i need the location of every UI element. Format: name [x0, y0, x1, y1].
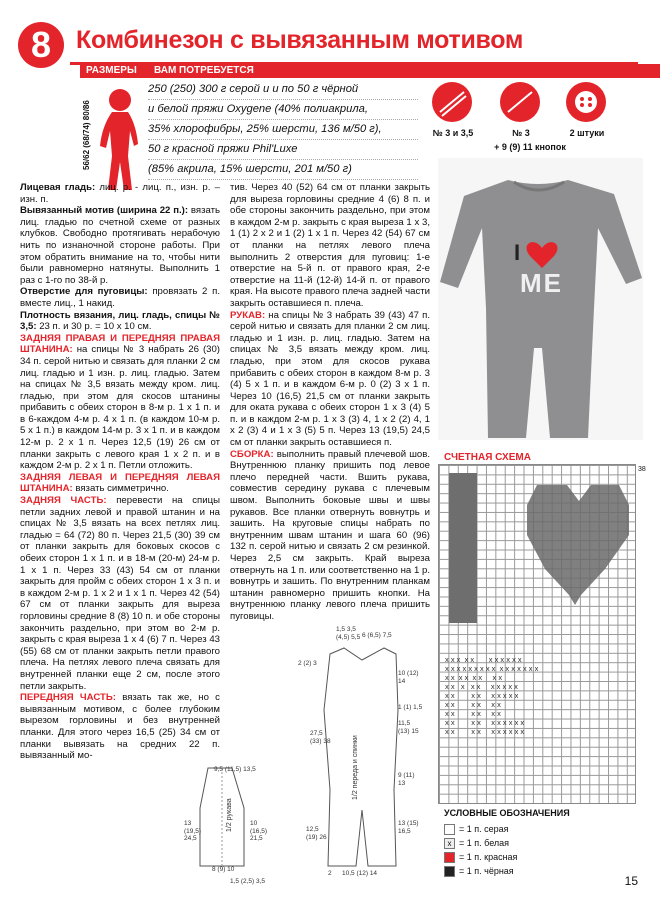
- req-line: (85% акрила, 15% шерсти, 201 м/50 г): [148, 160, 418, 180]
- garment-photo: [438, 158, 643, 440]
- req-line: и белой пряжи Oxygene (40% полиакрила,: [148, 100, 418, 120]
- paragraph: ПЕРЕДНЯЯ ЧАСТЬ: вязать так же, но с вывязанным мотивом, с более глубоким вырезом горловины и без внутренней планки. Для этого через 16,5 (25) 34 см от планки вывязать на средних 22 п. вывязанный мо-: [20, 692, 220, 762]
- paragraph: тив. Через 40 (52) 64 см от планки закрыть для выреза горловины средние 4 (6) 8 п. и обе стороны закончить раздельно, при этом в каждом 2-м р. закрыть с края выреза 1 х 3, 1 (1) 2 х 2 и 1 (2) 1 х 1 п. Через 42 (54) 67 см от планки на петлях левого плеча выполнить 2 отверстия для пуговиц: 1-е отверстие на 5-й п. от правого края, 2-е отверстие на 11-й (12-й) 14-й п. от правого края. На высоте правого плеча задней части закрыть оставшиеся п. плеча.: [230, 182, 430, 309]
- body-dim: 6 (6,5) 7,5: [362, 632, 392, 639]
- body-dim: 10,5 (12) 14: [342, 870, 378, 877]
- needle-icon: [500, 82, 540, 122]
- legend-swatch: [444, 866, 455, 877]
- body-dim: 1 (1) 1,5: [398, 704, 423, 711]
- body-dim: 13 (15) 16,5: [398, 820, 419, 835]
- paragraph: Плотность вязания, лиц. гладь, спицы № 3,5: 23 п. и 30 р. = 10 х 10 см.: [20, 309, 220, 333]
- section-number-badge: 8: [18, 22, 64, 68]
- schema-title: СЧЕТНАЯ СХЕМА: [444, 452, 531, 463]
- motif-letters-me: ME: [520, 268, 563, 298]
- tool-label-sub: + 9 (9) 11 кнопок: [494, 142, 566, 152]
- counting-chart: [438, 464, 636, 804]
- requirements-block: [148, 80, 418, 180]
- sleeve-label: 1/2 рукава: [226, 798, 233, 832]
- instructions-left-column: [20, 182, 220, 762]
- legend-item-red: = 1 п. красная: [444, 852, 517, 863]
- legend-swatch: x: [444, 838, 455, 849]
- knitting-needles-icon: [432, 82, 472, 122]
- sleeve-dim: 1,5 (2,5) 3,5: [230, 878, 266, 885]
- motif-letter-i: I: [514, 240, 521, 265]
- sizes-tag: РАЗМЕРЫ: [80, 64, 152, 78]
- paragraph: Лицевая гладь: лиц. р. - лиц. п., изн. р. – изн. п.: [20, 182, 220, 205]
- body-dim: 2: [328, 870, 332, 877]
- legend-swatch: [444, 852, 455, 863]
- body-dim: 1,5 3,5 (4,5) 5,5: [336, 626, 361, 641]
- req-line: 50 г красной пряжи Phil'Luxe: [148, 140, 418, 160]
- legend-item-grey: = 1 п. серая: [444, 824, 509, 835]
- paragraph: ЗАДНЯЯ ЛЕВАЯ И ПЕРЕДНЯЯ ЛЕВАЯ ШТАНИНА: вязать симметрично.: [20, 471, 220, 495]
- paragraph: СБОРКА: выполнить правый плечевой шов. Внутреннюю планку пришить под левое плечо передней части. Вшить рукава, совместив середину рукава с плечевым швом. Выполнить боковые швы и швы рукавов. Все планки отвернуть вовнутрь и зашить. На круговые спицы набрать по внутренним швам штанин и шага 60 (96) 132 п. серой нитью и связать 2 см резинкой. Через 2,5 см закрыть. Край выреза отвернуть на 1 п. или соответственно на 1 р. вовнутрь и зашить. По внутренним планкам штанин равномерно пришить кнопки. На внутреннюю планку левого плеча пришить пуговицы.: [230, 448, 430, 622]
- body-dim: 9 (11) 13: [398, 772, 415, 787]
- needs-tag: ВАМ ПОТРЕБУЕТСЯ: [148, 64, 660, 78]
- body-dim: 11,5 (13) 15: [398, 720, 419, 735]
- paragraph: РУКАВ: на спицы № 3 набрать 39 (43) 47 п. серой нитью и связать для планки 2 см лиц. гладью и 1 изн. р. лиц. гладью. Затем на спицах № 3,5 вязать между кром. лиц. гладью, при этом для скосов рукава прибавить с обеих сторон в каждом 8-м р. 3 (4) 5 х 1 п. и в каждом 6-м р. 0 (2) 3 х 1 п. Через 10 (16,5) 21,5 см от планки закрыть для оката рукава с обеих сторон 1 х 3 (4) 5 п. и в каждом 2-м р. 1 х 3 (3) 4, 1 х 2 (2) 4, 1 х 2 (3) 4 и 1 х 3 (5) 5 п. Через 13 (19,5) 24,5 см от планки закрыть оставшиеся п.: [230, 309, 430, 449]
- body-diagram: [310, 640, 410, 878]
- legend-swatch: [444, 824, 455, 835]
- instructions-middle-column: [230, 182, 430, 623]
- sleeve-dim: 10 (16,5) 21,5: [250, 820, 267, 842]
- req-line: 250 (250) 300 г серой и и по 50 г чёрной: [148, 80, 418, 100]
- paragraph: ЗАДНЯЯ ПРАВАЯ И ПЕРЕДНЯЯ ПРАВАЯ ШТАНИНА: на спицы № 3 набрать 26 (30) 34 п. серой нитью и связать для планки 2 см лиц. гладью и 1 изн. р. лиц. гладью. Затем на спицах № 3,5 вязать между кром. лиц. гладью, при этом для скосов штанины прибавить с обеих сторон в 8-м р. 1 х 1 п. и в 6-каждом 4-м р. 4 х 1 п. (в каждом 10-м р. 5 х 1 п.) в каждом 14-м р. 3 х 1 п. и в каждом 12-м р. 2 х 1 п. Через 12,5 (19) 26 см от планки закрыть с левого края 1 х 2 п. и в каждом 2-м р. 2 х 1 п. Петли отложить.: [20, 332, 220, 472]
- legend-item-black: = 1 п. чёрная: [444, 866, 514, 877]
- tool-label: № 3 и 3,5: [432, 128, 474, 138]
- body-dim: 2 (2) 3: [298, 660, 317, 667]
- legend-title: УСЛОВНЫЕ ОБОЗНАЧЕНИЯ: [444, 808, 570, 818]
- sleeve-dim: 9,5 (11,5) 13,5: [214, 766, 256, 773]
- sizes-value: 56/62 (68/74) 80/86: [82, 100, 91, 170]
- tool-label: 2 штуки: [569, 128, 605, 138]
- tool-label: № 3: [512, 128, 530, 138]
- paragraph: ЗАДНЯЯ ЧАСТЬ: перевести на спицы петли задних левой и правой штанин и на спицах № 3,5 вязать на всех петлях лиц. гладью = 64 (72) 80 п. Через 21,5 (30) 39 см от планки закрыть для боковых скосов с обеих сторон 1 х 1 п. и в 18-м (20-м) 24-м р. 1 х 1 п. Через 33 (43) 54 см от планки закрыть для пройм с обеих сторон 1 х 3 п. и в каждом 2-м р. 1 х 2 и 1 х 1 п. Через 42 (54) 67 см от планки закрыть для выреза горловины средние 8 (8) 10 п. и обе стороны закончить раздельно, при этом во 2-м р. закрыть с края выреза 1 х 4 (6) 7 п. Через 43 (55) 68 см от планки закрыть петли правого плеча. На петлях левого плеча связать для внутренней планки еще 2 см, после этого петли закрыть.: [20, 495, 220, 692]
- body-dim: 10 (12) 14: [398, 670, 419, 685]
- button-icon: [566, 82, 606, 122]
- body-label: 1/2 переда и спинки: [352, 735, 359, 800]
- body-dim: 27,5 (33) 38: [310, 730, 331, 745]
- page-title: Комбинезон с вывязанным мотивом: [76, 26, 524, 54]
- paragraph: Отверстие для пуговицы: провязать 2 п. вместе лиц., 1 накид.: [20, 286, 220, 309]
- req-line: 35% хлорофибры, 25% шерсти, 136 м/50 г),: [148, 120, 418, 140]
- baby-silhouette-icon: [92, 86, 142, 196]
- motif-x-marks: x x x x x x x x x x x x x x x x x x x x x x x x x x x x x x x x x x x x x x x x x x x x x x x x x x x x x x x x x x x x x x x x x x x x x x x x x x x x x x x x x x x x x x: [445, 655, 539, 736]
- page-number: 15: [624, 874, 638, 888]
- schema-row-label: 38: [638, 466, 646, 473]
- sleeve-dim: 13 (19,5) 24,5: [184, 820, 201, 842]
- sleeve-dim: 8 (9) 10: [212, 866, 235, 873]
- legend-item-white: x = 1 п. белая: [444, 838, 509, 849]
- sleeve-diagram: [186, 758, 256, 876]
- body-dim: 12,5 (19) 26: [306, 826, 327, 841]
- paragraph: Вывязанный мотив (ширина 22 п.): вязать лиц. гладью по счетной схеме от разных клубков. Свободно протягивать нерабочую нить по изнаночной стороне работы. При этом обратить внимание на то, чтобы нити были равномерно натянуты. Выполнить 1 раз с 1-го по 38-й р.: [20, 205, 220, 286]
